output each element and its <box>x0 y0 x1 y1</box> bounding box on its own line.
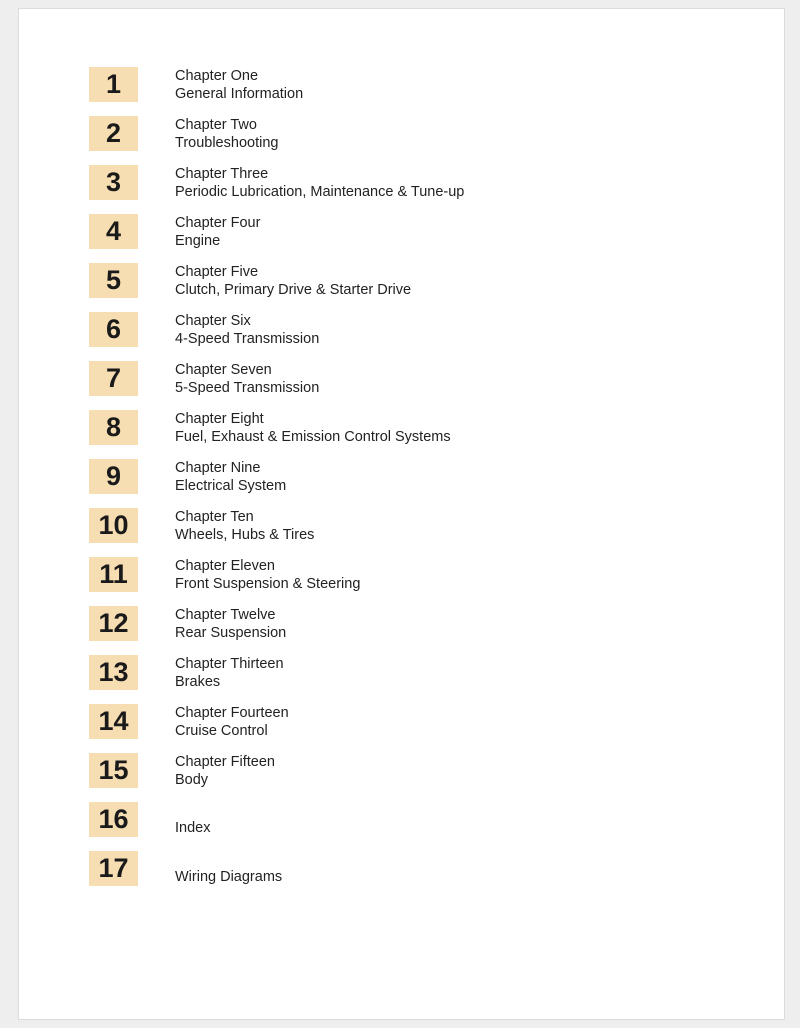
toc-entry-12[interactable] <box>89 606 464 655</box>
chapter-text[interactable] <box>175 460 286 495</box>
chapter-number-tab[interactable]: 5 <box>89 263 138 298</box>
toc-entry-15[interactable] <box>89 753 464 802</box>
chapter-heading: Chapter Four <box>175 215 261 231</box>
toc-entry-11[interactable] <box>89 557 464 606</box>
chapter-text[interactable] <box>175 68 303 103</box>
toc-entry-1[interactable] <box>89 67 464 116</box>
chapter-title: Periodic Lubrication, Maintenance & Tune-up <box>175 183 465 200</box>
chapter-title: Troubleshooting <box>175 134 279 151</box>
chapter-text[interactable] <box>175 215 260 250</box>
chapter-text[interactable] <box>175 558 360 593</box>
chapter-title: Fuel, Exhaust & Emission Control Systems <box>175 428 451 445</box>
chapter-title: Front Suspension & Steering <box>175 575 361 592</box>
chapter-text[interactable] <box>175 656 284 691</box>
chapter-number-tab[interactable]: 8 <box>89 410 138 445</box>
chapter-text[interactable] <box>175 411 451 446</box>
chapter-text[interactable] <box>175 820 210 838</box>
chapter-heading: Chapter One <box>175 68 259 84</box>
chapter-title: Brakes <box>175 673 221 690</box>
chapter-number-tab[interactable]: 2 <box>89 116 138 151</box>
chapter-number-tab[interactable]: 14 <box>89 704 138 739</box>
chapter-heading: Chapter Three <box>175 166 269 182</box>
toc-entry-14[interactable] <box>89 704 464 753</box>
chapter-title: Body <box>175 771 209 788</box>
chapter-number-tab[interactable]: 6 <box>89 312 138 347</box>
chapter-heading: Chapter Eight <box>175 411 264 427</box>
chapter-heading: Chapter Ten <box>175 509 254 525</box>
toc-entry-10[interactable] <box>89 508 464 557</box>
table-of-contents <box>89 67 464 900</box>
chapter-heading: Chapter Six <box>175 313 251 329</box>
document-page <box>18 8 785 1020</box>
toc-entry-3[interactable] <box>89 165 464 214</box>
chapter-text[interactable] <box>175 117 278 152</box>
chapter-heading: Chapter Thirteen <box>175 656 284 672</box>
chapter-number-tab[interactable]: 13 <box>89 655 138 690</box>
chapter-number-tab[interactable]: 15 <box>89 753 138 788</box>
chapter-title: Engine <box>175 232 221 249</box>
toc-entry-2[interactable] <box>89 116 464 165</box>
chapter-heading: Chapter Fourteen <box>175 705 289 721</box>
toc-entry-4[interactable] <box>89 214 464 263</box>
chapter-number-tab[interactable]: 4 <box>89 214 138 249</box>
chapter-heading: Chapter Seven <box>175 362 272 378</box>
chapter-number-tab[interactable]: 7 <box>89 361 138 396</box>
chapter-title: 5-Speed Transmission <box>175 379 320 396</box>
chapter-heading: Chapter Twelve <box>175 607 276 623</box>
chapter-number-tab[interactable]: 3 <box>89 165 138 200</box>
chapter-number-tab[interactable]: 10 <box>89 508 138 543</box>
chapter-text[interactable] <box>175 705 289 740</box>
chapter-text[interactable] <box>175 362 319 397</box>
chapter-title: Electrical System <box>175 477 287 494</box>
toc-entry-5[interactable] <box>89 263 464 312</box>
chapter-title: General Information <box>175 85 304 102</box>
chapter-text[interactable] <box>175 166 464 201</box>
chapter-title: 4-Speed Transmission <box>175 330 320 347</box>
toc-entry-7[interactable] <box>89 361 464 410</box>
chapter-number-tab[interactable]: 16 <box>89 802 138 837</box>
chapter-number-tab[interactable]: 1 <box>89 67 138 102</box>
toc-entry-6[interactable] <box>89 312 464 361</box>
chapter-title: Cruise Control <box>175 722 268 739</box>
chapter-text[interactable] <box>175 264 411 299</box>
chapter-text[interactable] <box>175 313 319 348</box>
toc-entry-8[interactable] <box>89 410 464 459</box>
chapter-text[interactable] <box>175 754 275 789</box>
chapter-title: Rear Suspension <box>175 624 287 641</box>
chapter-title: Wheels, Hubs & Tires <box>175 526 315 543</box>
chapter-text[interactable] <box>175 607 286 642</box>
chapter-heading: Chapter Fifteen <box>175 754 275 770</box>
chapter-heading: Chapter Two <box>175 117 257 133</box>
chapter-number-tab[interactable]: 9 <box>89 459 138 494</box>
chapter-number-tab[interactable]: 11 <box>89 557 138 592</box>
chapter-title: Clutch, Primary Drive & Starter Drive <box>175 281 412 298</box>
toc-entry-16[interactable] <box>89 802 464 851</box>
toc-entry-13[interactable] <box>89 655 464 704</box>
chapter-title: Index <box>175 820 211 836</box>
chapter-heading: Chapter Nine <box>175 460 261 476</box>
toc-entry-17[interactable] <box>89 851 464 900</box>
chapter-heading: Chapter Five <box>175 264 259 280</box>
toc-entry-9[interactable] <box>89 459 464 508</box>
chapter-title: Wiring Diagrams <box>175 869 283 885</box>
chapter-text[interactable] <box>175 509 314 544</box>
chapter-number-tab[interactable]: 17 <box>89 851 138 886</box>
chapter-number-tab[interactable]: 12 <box>89 606 138 641</box>
chapter-heading: Chapter Eleven <box>175 558 275 574</box>
chapter-text[interactable] <box>175 869 282 887</box>
